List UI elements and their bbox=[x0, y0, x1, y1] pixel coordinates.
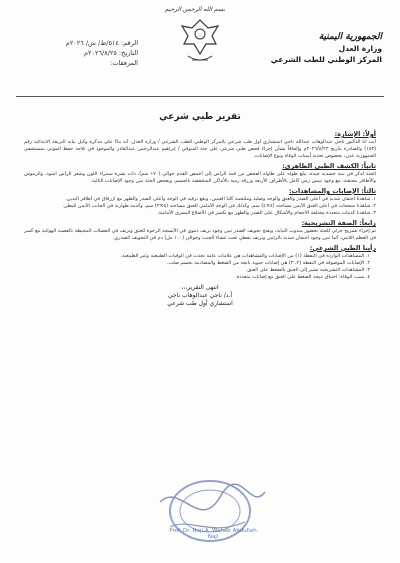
list-item: ٢. الإصابات الموصوفة في النقطة (٢، ٣) هي إصابات حيوية ناتجة من الضغط والمصادمة بجسم صلب. bbox=[166, 259, 370, 266]
reference-label: الرقم bbox=[123, 39, 138, 47]
reference-row: الرقم: ٥١٤/ط/ ش/ ٢٠٢٦م bbox=[65, 39, 138, 47]
date-value: ٢٠٢٦/٨/٢٥م bbox=[84, 49, 117, 57]
reference-block bbox=[18, 38, 138, 68]
letterhead-line-ministry: وزارة العدل bbox=[338, 44, 382, 53]
list-item: ٣. شاهدنا كدمات متعددة مختلفة الأحجام والأشكال على الصدر والظهر مع تكسر في الأضلاع اليسرى الأمامية. bbox=[156, 209, 376, 216]
section-heading: رأينا الطبي الشرعي: bbox=[309, 244, 376, 253]
attachments-row: المرفقات: bbox=[110, 59, 138, 67]
basmala: بسم الله الرحمن الرحيم bbox=[164, 6, 225, 13]
section-heading: أولاً: الإشارة: bbox=[334, 130, 376, 138]
section-heading: رابعاً: الصفة التشريحية: bbox=[301, 219, 376, 228]
list-item: ١. المشاهدات الواردة في النقطة (١) من الإصابات والمشاهدات هي علامات عامة تحدث في الوفيات الطبيعية وغير الطبيعية. bbox=[120, 252, 370, 259]
section-text: أنت أنا الدكتور ناجي عبدالوهاب عبدالله ناجي استشاري أول طب شرعي بالمركز الوطني للطب الشرعي / وزارة العدل، أنه بناءً على مذكرة وكيل نيابة البريقة الابتدائية رقم (١٥٣) والصادرة بتاريخ ٢٠٢٦/٨/٢٣م وإلحاقاً بشأن إجراء فحص طبي شرعي على جثة المتوفي / إبراهيم عبدالرحمن عبدالقادر والموجود في ثلاجة حفظ الموتى بمستشفى الجمهورية عدن، بخصوص تحديد أسباب الوفاة ونوع الإصابات. bbox=[24, 138, 376, 159]
list-item: ٣. المشاهدات التشريحية تشير إلى الخنق بالضغط على العنق. bbox=[245, 266, 370, 273]
closing-line: انتهى التقرير،،، bbox=[181, 284, 219, 292]
letterhead-line-country: الجمهورية اليمنية bbox=[318, 32, 382, 42]
date-row: التاريخ: ٢٠٢٦/٨/٢٥م bbox=[84, 49, 138, 57]
attachments-label: المرفقات bbox=[112, 59, 138, 67]
section-opinion bbox=[24, 244, 376, 281]
list-item: ١. شاهدنا احتقان شديد في أعلى الصدر والعنق والوجه وصلبة وملتحمة كلتا العينين، ويقع ترقيه في الوجه وأعلى الصدر والظهر مع ازرقاق في أظافر اليدين. bbox=[65, 195, 376, 202]
section-text: الجثة لذكر في بنية جسدية جيدة، يبلغ طوله على طاولة الفحص من قمة الرأس إلى أخمص القدم حوالي (١٧٠ سم)، ذات بشرة سمراء اللون وشعر الرأس أسود، والرموش والأظافر محتقنة، مع وجود تيبس رمي كامل بالأطراف الأربعة وزرقة رمية بالأماكن المنخفضة بالجسم، وبفحص الجثة تبين وجود الإصابات التالية. bbox=[24, 170, 376, 184]
signature-role: استشاري أول طب شرعي bbox=[167, 300, 233, 308]
section-text: تم إجراء تشريح جزئي للجثة بحضور مندوب النيابة، وبفتح تجويف الصدر تبين وجود نزيف دموي في الأنسجة الرخوة للعنق ونزيف في العضلات المحيطة بالقصبة الهوائية مع كسر في العظم اللامي، كما تبين وجود احتقان شديد بالرئتين ونزيف نقطي تحت غشاء الجنب وحوالي (١٠٠ مل) دم في التجويف الصدري. bbox=[24, 227, 376, 241]
signature-name: أ.د/ ناجي عبدالوهاب ناجي bbox=[167, 292, 233, 300]
section-heading: ثانياً: الكشف الطبي الظاهري: bbox=[282, 162, 376, 171]
section-reference bbox=[24, 130, 376, 160]
reference-value: ٥١٤/ط/ ش/ ٢٠٢٦م bbox=[65, 39, 119, 47]
section-external-exam bbox=[24, 162, 376, 185]
section-autopsy bbox=[24, 219, 376, 242]
letterhead-block bbox=[262, 32, 382, 65]
date-label: التاريخ bbox=[121, 49, 138, 57]
list-item: ٤. سبب الوفاة: اختناق نتيجة الضغط على العنق مع إصابات متعددة. bbox=[235, 274, 370, 281]
eagle-emblem-icon bbox=[178, 14, 222, 66]
report-title: تقرير طبي شرعي bbox=[159, 112, 241, 122]
header-divider bbox=[16, 96, 384, 97]
stamp-text: Prof. Dr. Naji A. Wahab Abdullah Naji bbox=[169, 528, 257, 540]
list-item: ٢. شاهدنا سحجات في أعلى العنق الأيمن مساحته (٨×٤) سم، وكذلك في الوجه الأمامي للعنق مساحته (٥×٣) سم، وكدمة ظهارية في الجانب الأيمن للبطن. bbox=[62, 202, 376, 209]
section-heading: ثالثاً: الإصابات والمشاهدات: bbox=[289, 187, 376, 196]
section-injuries bbox=[24, 187, 376, 217]
letterhead-line-center: المركز الوطني للطب الشرعي bbox=[270, 55, 382, 64]
emblem bbox=[164, 6, 225, 66]
